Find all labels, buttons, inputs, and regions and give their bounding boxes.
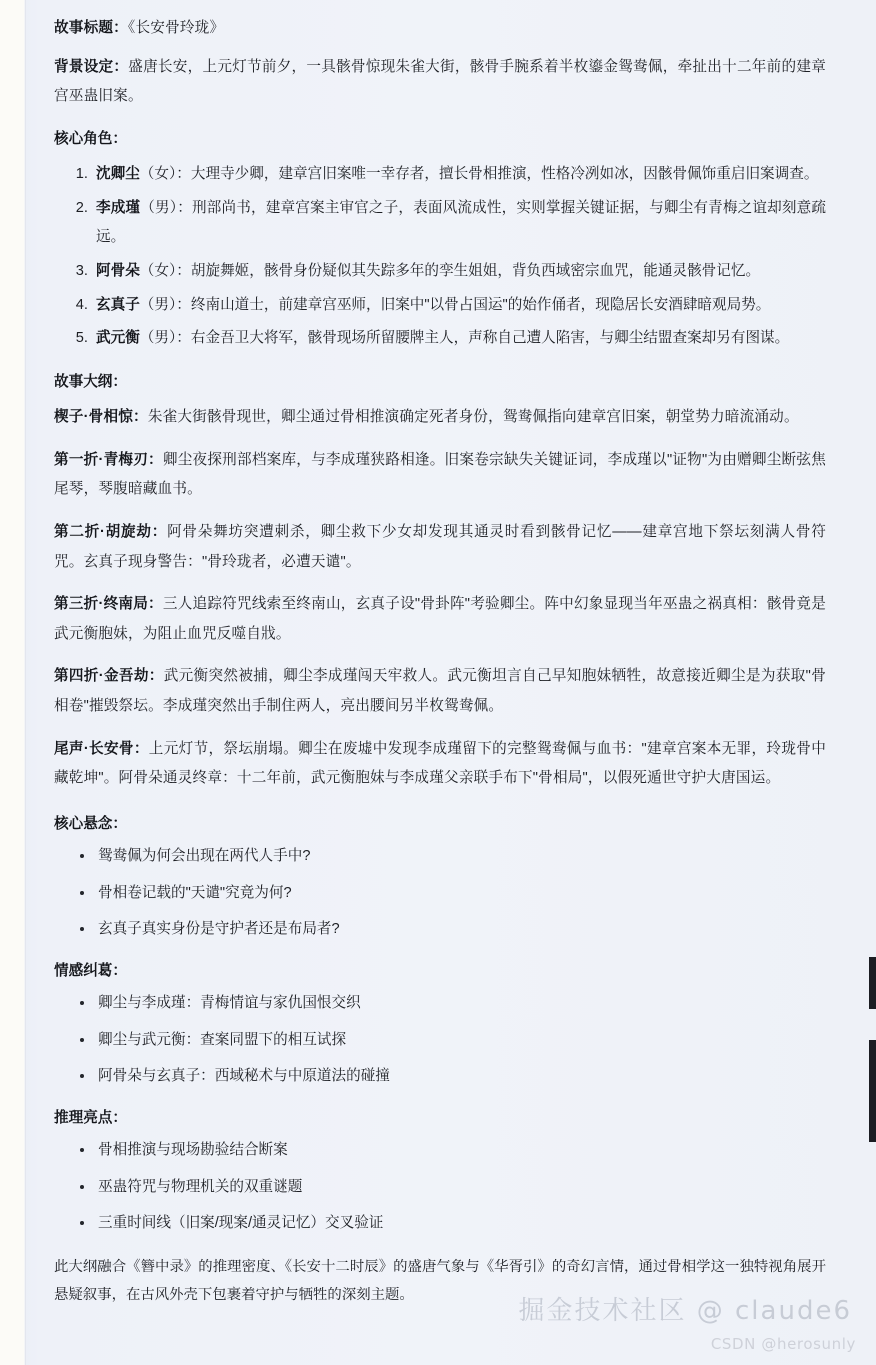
page-left-edge	[25, 0, 26, 1365]
outline-label: 尾声·长安骨：	[54, 740, 149, 757]
outline-text: 卿尘夜探刑部档案库，与李成瑾狭路相逢。旧案卷宗缺失关键证词，李成瑾以"证物"为由赠卿尘断弦焦尾琴，琴腹暗藏血书。	[54, 451, 826, 498]
story-outline-heading: 故事大纲：	[54, 373, 127, 390]
outline-label: 第二折·胡旋劫：	[54, 523, 168, 540]
list-item: 鸳鸯佩为何会出现在两代人手中?	[98, 845, 826, 868]
setting-text: 盛唐长安，上元灯节前夕，一具骸骨惊现朱雀大街，骸骨手腕系着半枚鎏金鸳鸯佩，牵扯出十二年前的建章宫巫蛊旧案。	[54, 58, 826, 105]
character-gender: （男）：	[139, 296, 191, 313]
story-title-line	[54, 14, 826, 44]
list-item: 三重时间线（旧案/现案/通灵记忆）交叉验证	[98, 1212, 826, 1235]
emotional-entanglement-heading: 情感纠葛：	[54, 962, 127, 979]
outline-label: 楔子·骨相惊：	[54, 409, 148, 425]
character-gender: （男）：	[140, 199, 192, 216]
emotional-entanglement-list	[54, 992, 826, 1088]
list-item	[92, 257, 826, 287]
outline-paragraph-act4	[54, 662, 826, 721]
outline-paragraph-epilogue	[54, 735, 826, 794]
character-name: 武元衡	[96, 330, 140, 347]
character-name: 阿骨朵	[96, 262, 140, 279]
outline-text: 上元灯节，祭坛崩塌。卿尘在废墟中发现李成瑾留下的完整鸳鸯佩与血书："建章宫案本无罪，玲珑骨中藏乾坤"。阿骨朵通灵终章：十二年前，武元衡胞妹与李成瑾父亲联手布下"骨相局"，以假死遁世守护大唐国运。	[54, 740, 826, 787]
outline-text: 武元衡突然被捕，卿尘李成瑾闯天牢救人。武元衡坦言自己早知胞妹牺牲，故意接近卿尘是为获取"骨相卷"摧毁祭坛。李成瑾突然出手制住两人，亮出腰间另半枚鸳鸯佩。	[54, 668, 826, 714]
list-item	[92, 324, 826, 354]
story-title-value: 《长安骨玲珑》	[127, 20, 225, 36]
character-gender: （女）：	[139, 166, 191, 183]
list-item	[92, 291, 826, 321]
character-desc: 刑部尚书，建章宫案主审官之子，表面风流成性，实则掌握关键证据，与卿尘有青梅之谊却刻意疏远。	[96, 199, 826, 246]
outline-text: 三人追踪符咒线索至终南山，玄真子设"骨卦阵"考验卿尘。阵中幻象显现当年巫蛊之祸真相：骸骨竟是武元衡胞妹，为阻止血咒反噬自戕。	[54, 596, 826, 642]
setting-paragraph	[54, 53, 826, 112]
scrollbar-thumb-upper[interactable]	[869, 957, 876, 1009]
list-item: 骨相卷记载的"天谴"究竟为何?	[98, 882, 826, 905]
character-gender: （女）：	[139, 262, 191, 279]
list-item: 巫蛊符咒与物理机关的双重谜题	[98, 1176, 826, 1199]
scrollbar-thumb-lower[interactable]	[869, 1040, 876, 1142]
list-item: 卿尘与李成瑾：青梅情谊与家仇国恨交织	[98, 992, 826, 1015]
csdn-watermark: CSDN @herosunly	[710, 1335, 856, 1353]
character-desc: 胡旋舞姬，骸骨身份疑似其失踪多年的孪生姐姐，背负西域密宗血咒，能通灵骸骨记忆。	[190, 262, 761, 279]
character-gender: （男）：	[139, 330, 191, 347]
setting-label: 背景设定：	[54, 58, 129, 75]
outline-text: 阿骨朵舞坊突遭刺杀，卿尘救下少女却发现其通灵时看到骸骨记忆——建章宫地下祭坛刻满人骨符咒。玄真子现身警告："骨玲珑者，必遭天谴"。	[54, 523, 827, 570]
story-title-label: 故事标题：	[54, 20, 128, 36]
character-name: 沈卿尘	[96, 166, 140, 183]
list-item: 玄真子真实身份是守护者还是布局者?	[98, 918, 826, 941]
outline-label: 第一折·青梅刃：	[54, 451, 163, 468]
outline-text: 朱雀大街骸骨现世，卿尘通过骨相推演确定死者身份，鸳鸯佩指向建章宫旧案，朝堂势力暗流涌动。	[147, 409, 799, 425]
character-desc: 大理寺少卿，建章宫旧案唯一幸存者，擅长骨相推演，性格冷冽如冰，因骸骨佩饰重启旧案调查。	[190, 166, 819, 183]
deduction-highlights-heading: 推理亮点：	[54, 1109, 127, 1126]
core-suspense-heading: 核心悬念：	[54, 815, 127, 832]
character-desc: 右金吾卫大将军，骸骨现场所留腰牌主人，声称自己遭人陷害，与卿尘结盟查案却另有图谋。	[190, 330, 790, 347]
outline-label: 第三折·终南局：	[54, 596, 163, 613]
outline-paragraph-act3	[54, 590, 826, 649]
list-item	[92, 160, 826, 190]
document-content	[28, 0, 860, 1365]
outline-paragraph-act2	[54, 518, 826, 577]
closing-paragraph: 此大纲融合《簪中录》的推理密度、《长安十二时辰》的盛唐气象与《华胥引》的奇幻言情，通过骨相学这一独特视角展开悬疑叙事，在古风外壳下包裹着守护与牺牲的深刻主题。	[54, 1258, 826, 1303]
list-item: 卿尘与武元衡：查案同盟下的相互试探	[98, 1029, 826, 1052]
character-name: 李成瑾	[96, 199, 141, 216]
core-suspense-list	[54, 845, 826, 941]
outline-paragraph-act1	[54, 446, 826, 505]
character-desc: 终南山道士，前建章宫巫师，旧案中"以骨占国运"的始作俑者，现隐居长安酒肆暗观局势。	[190, 296, 771, 313]
deduction-highlights-list	[54, 1139, 826, 1235]
list-item	[92, 194, 826, 253]
list-item: 阿骨朵与玄真子：西域秘术与中原道法的碰撞	[98, 1065, 826, 1088]
core-characters-heading: 核心角色：	[54, 130, 127, 147]
character-list	[54, 160, 826, 354]
juejin-watermark: 掘金技术社区 @ claude6	[518, 1296, 852, 1326]
list-item: 骨相推演与现场勘验结合断案	[98, 1139, 826, 1162]
outline-paragraph-prologue	[54, 403, 826, 433]
outline-label: 第四折·金吾劫：	[54, 668, 164, 685]
vertical-scrollbar[interactable]	[869, 0, 876, 1365]
character-name: 玄真子	[96, 296, 140, 313]
